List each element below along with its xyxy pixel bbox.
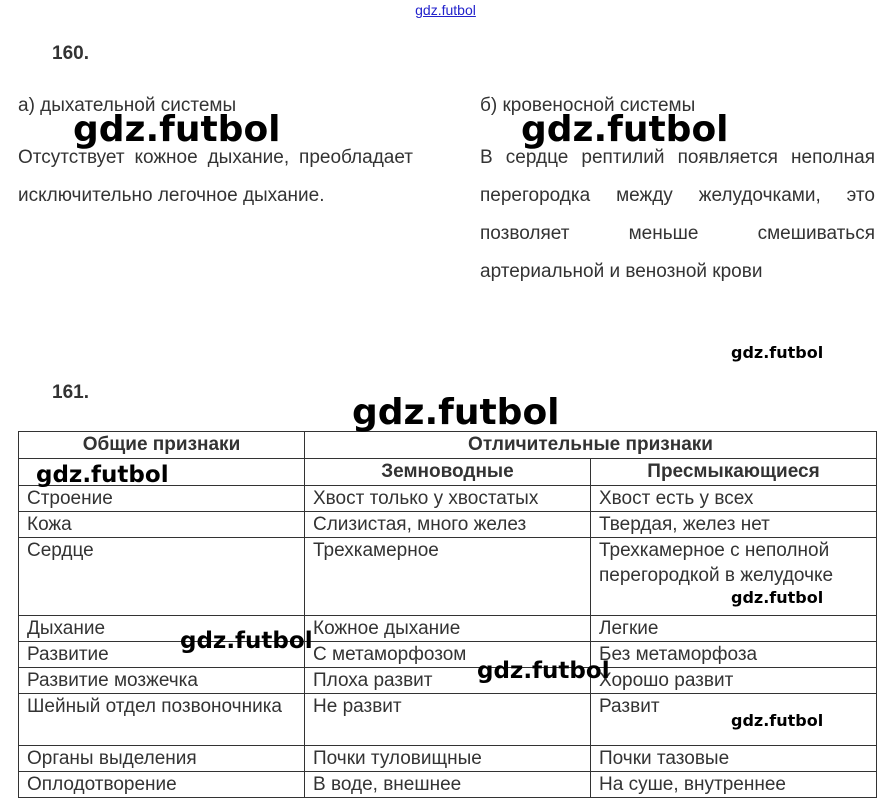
task-161-number: 161. <box>52 382 89 403</box>
reptiles-cell: Развит <box>591 694 877 746</box>
feature-cell: Сердце <box>19 538 305 616</box>
amphibians-cell: Почки туловищные <box>305 746 591 772</box>
watermark: gdz.futbol <box>731 343 824 362</box>
amphibians-cell: С метаморфозом <box>305 642 591 668</box>
table-row <box>19 746 877 772</box>
feature-cell: Шейный отдел позвоночника <box>19 694 305 746</box>
watermark: gdz.futbol <box>477 658 610 684</box>
circulatory-system-text: В сердце рептилий появляется неполная перегородка между желудочками, это позволяет меньше смешиваться артериальной и венозной крови <box>480 147 875 282</box>
respiratory-system-label: а) дыхательной системы <box>18 95 237 116</box>
amphibians-cell: Хвост только у хвостатых <box>305 486 591 512</box>
watermark: gdz.futbol <box>36 462 169 488</box>
feature-cell: Развитие <box>19 642 305 668</box>
reptiles-cell: Хорошо развит <box>591 668 877 694</box>
feature-cell: Строение <box>19 486 305 512</box>
common-features-header: Общие признаки <box>19 432 305 459</box>
feature-cell: Оплодотворение <box>19 772 305 798</box>
feature-cell: Развитие мозжечка <box>19 668 305 694</box>
amphibians-cell: Плоха развит <box>305 668 591 694</box>
watermark: gdz.futbol <box>73 109 281 150</box>
table-row <box>19 486 877 512</box>
watermark: gdz.futbol <box>731 588 824 607</box>
watermark: gdz.futbol <box>180 628 313 654</box>
feature-cell: Дыхание <box>19 616 305 642</box>
circulatory-system-label: б) кровеносной системы <box>480 95 696 116</box>
watermark: gdz.futbol <box>521 109 729 150</box>
distinct-features-header: Отличительные признаки <box>305 432 877 459</box>
reptiles-cell: Почки тазовые <box>591 746 877 772</box>
reptiles-cell: Легкие <box>591 616 877 642</box>
reptiles-header: Пресмыкающиеся <box>591 459 877 486</box>
table-header-row <box>19 432 877 459</box>
table-row <box>19 616 877 642</box>
amphibians-cell: Слизистая, много желез <box>305 512 591 538</box>
amphibians-cell: В воде, внешнее <box>305 772 591 798</box>
amphibians-cell: Трехкамерное <box>305 538 591 616</box>
watermark: gdz.futbol <box>731 711 824 730</box>
task-160-number: 160. <box>52 43 89 64</box>
reptiles-cell: Трехкамерное с неполной перегородкой в желудочке <box>591 538 877 616</box>
amphibians-cell: Не развит <box>305 694 591 746</box>
amphibians-header: Земноводные <box>305 459 591 486</box>
feature-cell: Кожа <box>19 512 305 538</box>
site-link[interactable]: gdz.futbol <box>415 2 476 18</box>
table-row <box>19 512 877 538</box>
table-row <box>19 668 877 694</box>
reptiles-cell: Без метаморфоза <box>591 642 877 668</box>
respiratory-system-text: Отсутствует кожное дыхание, преобладает исключительно легочное дыхание. <box>18 147 413 206</box>
reptiles-cell: На суше, внутреннее <box>591 772 877 798</box>
reptiles-cell: Твердая, желез нет <box>591 512 877 538</box>
table-row <box>19 642 877 668</box>
table-row <box>19 772 877 798</box>
amphibians-cell: Кожное дыхание <box>305 616 591 642</box>
feature-cell: Органы выделения <box>19 746 305 772</box>
reptiles-cell: Хвост есть у всех <box>591 486 877 512</box>
watermark: gdz.futbol <box>352 392 560 433</box>
